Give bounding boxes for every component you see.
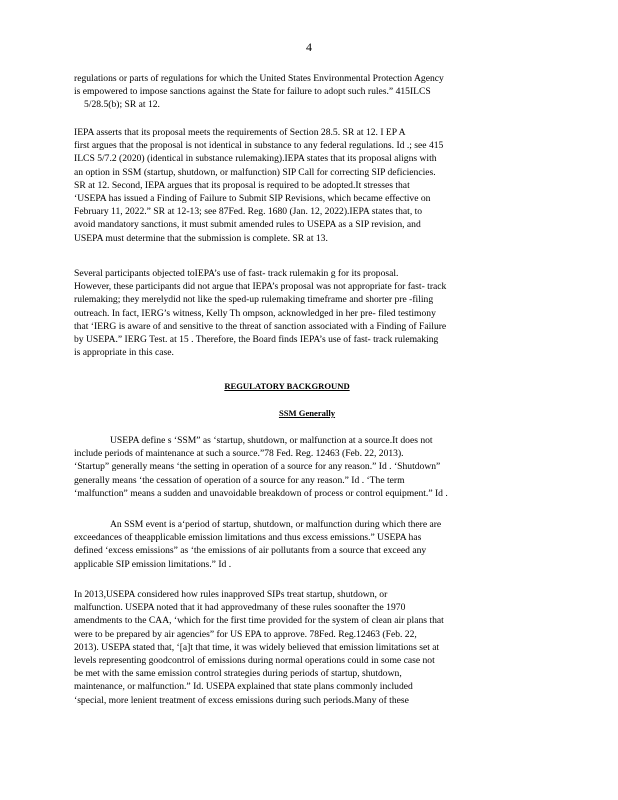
paragraph-3 bbox=[74, 267, 542, 359]
text-line: regulations or parts of regulations for which the United States Environmental Protection Agency bbox=[74, 73, 444, 84]
text-line: that ‘IERG is aware of and sensitive to the threat of sanction associated with a Finding of Failure bbox=[74, 320, 447, 332]
paragraph-6 bbox=[74, 588, 542, 707]
text-line: by USEPA.” IERG Test. at 15 . Therefore, the Board finds IEPA’s use of fast- track rulemaking bbox=[74, 334, 439, 346]
paragraph-2 bbox=[74, 126, 542, 245]
text-line: avoid mandatory sanctions, it must submit amended rules to USEPA as a SIP revision, and bbox=[74, 219, 421, 231]
paragraph-5 bbox=[74, 518, 542, 571]
page-number: 4 bbox=[306, 40, 312, 54]
text-line: USEPA define s ‘SSM” as ‘startup, shutdown, or malfunction at a source.It does not bbox=[110, 435, 433, 446]
text-line: However, these participants did not argue that IEPA’s proposal was not appropriate for fast- track bbox=[74, 281, 447, 293]
text-line: ILCS 5/7.2 (2020) (identical in substance rulemaking).IEPA states that its proposal aligns with bbox=[74, 153, 437, 165]
text-line: 2013). USEPA stated that, ‘[a]t that time, it was widely believed that emission limitations set at bbox=[74, 641, 440, 653]
heading-ssm-generally: SSM Generally bbox=[278, 408, 336, 418]
text-line: were to be prepared by air agencies” for US EPA to approve. 78Fed. Reg.12463 (Feb. 22, bbox=[74, 628, 417, 640]
text-line: An SSM event is a‘period of startup, shutdown, or malfunction during which there are bbox=[110, 519, 442, 530]
text-line: ‘special, more lenient treatment of excess emissions during such periods.Many of these bbox=[74, 694, 409, 706]
text-line: defined ‘excess emissions” as ‘the emissions of air pollutants from a source that exceed any bbox=[74, 545, 427, 557]
text-line: SR at 12. Second, IEPA argues that its proposal is required to be adopted.It stresses that bbox=[74, 179, 410, 191]
paragraph-4 bbox=[74, 434, 542, 500]
text-line: is appropriate in this case. bbox=[74, 347, 174, 359]
text-line: In 2013,USEPA considered how rules inapproved SIPs treat startup, shutdown, or bbox=[74, 589, 388, 600]
text-line: first argues that the proposal is not identical in substance to any federal regulations. Id .; see 415 bbox=[74, 140, 444, 152]
text-line: applicable SIP emission limitations.” Id . bbox=[74, 558, 232, 570]
subsection-heading bbox=[0, 408, 616, 418]
text-line: maintenance, or malfunction.” Id. USEPA explained that state plans commonly included bbox=[74, 681, 413, 693]
text-line: generally means ‘the cessation of operation of a source for any reason.” Id . ‘The term bbox=[74, 474, 405, 486]
text-line: amendments to the CAA, ‘which for the first time provided for the system of clean air plans that bbox=[74, 615, 444, 627]
text-line: outreach. In fact, IERG’s witness, Kelly Th ompson, acknowledged in her pre- filed testimony bbox=[74, 307, 436, 319]
text-line: levels representing goodcontrol of emissions during normal operations could in some case not bbox=[74, 655, 435, 667]
text-line: rulemaking; they merelydid not like the sped-up rulemaking timeframe and shorter pre -filing bbox=[74, 294, 434, 306]
text-line: USEPA must determine that the submission is complete. SR at 13. bbox=[74, 232, 328, 244]
text-line: February 11, 2022.” SR at 12-13; see 87Fed. Reg. 1680 (Jan. 12, 2022).IEPA states that, to bbox=[74, 206, 423, 218]
text-line: ‘malfunction” means a sudden and unavoidable breakdown of process or control equipment.” Id . bbox=[74, 487, 448, 499]
heading-regulatory-background: REGULATORY BACKGROUND bbox=[224, 381, 350, 391]
text-line: IEPA asserts that its proposal meets the requirements of Section 28.5. SR at 12. I EP A bbox=[74, 127, 406, 138]
text-line: malfunction. USEPA noted that it had approvedmany of these rules soonafter the 1970 bbox=[74, 602, 406, 614]
text-line: include periods of maintenance at such a source.”78 Fed. Reg. 12463 (Feb. 22, 2013). bbox=[74, 448, 404, 460]
section-heading bbox=[0, 381, 596, 391]
paragraph-1 bbox=[74, 72, 542, 112]
text-line: Several participants objected toIEPA’s use of fast- track rulemakin g for its proposal. bbox=[74, 268, 399, 279]
text-line: is empowered to impose sanctions against the State for failure to adopt such rules.” 415ILCS bbox=[74, 86, 431, 98]
text-line: ‘USEPA has issued a Finding of Failure to Submit SIP Revisions, which became effective on bbox=[74, 193, 431, 205]
text-line: an option in SSM (startup, shutdown, or malfunction) SIP Call for correcting SIP deficiencies. bbox=[74, 166, 436, 178]
text-line: exceedances of theapplicable emission limitations and thus excess emissions.” USEPA has bbox=[74, 532, 422, 544]
text-line: be met with the same emission control strategies during periods of startup, shutdown, bbox=[74, 668, 402, 680]
text-line: 5/28.5(b); SR at 12. bbox=[84, 99, 160, 111]
text-line: ‘Startup” generally means ‘the setting in operation of a source for any reason.” Id . ‘Shutdown” bbox=[74, 461, 441, 473]
